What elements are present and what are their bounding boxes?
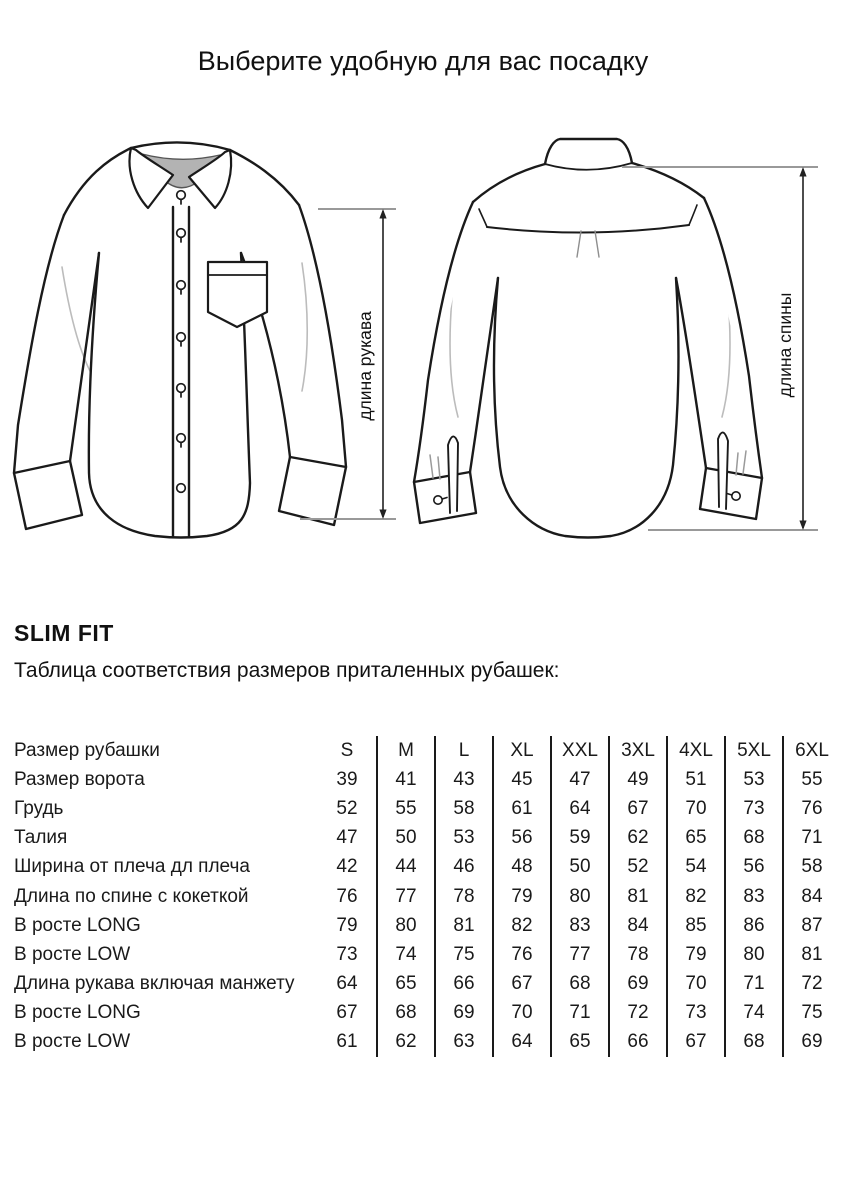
front-left-cuff bbox=[14, 461, 82, 529]
row-label: Длина по спине с кокеткой bbox=[14, 885, 249, 907]
size-value-cell: 67 bbox=[666, 1028, 724, 1057]
size-value-cell: 52 bbox=[608, 853, 666, 882]
size-value-cell: 81 bbox=[434, 911, 492, 940]
row-label: Талия bbox=[14, 827, 68, 849]
size-value-cell: 76 bbox=[336, 885, 358, 907]
size-value-cell: 83 bbox=[550, 911, 608, 940]
size-value-cell: 75 bbox=[782, 999, 840, 1028]
sleeve-length-label: длина рукава bbox=[355, 311, 375, 421]
size-value-cell: 79 bbox=[666, 940, 724, 969]
size-value-cell: 62 bbox=[376, 1028, 434, 1057]
size-value-cell: 55 bbox=[376, 794, 434, 823]
size-value-cell: 74 bbox=[724, 999, 782, 1028]
size-value-cell: 64 bbox=[492, 1028, 550, 1057]
size-column-header: 4XL bbox=[666, 736, 724, 765]
size-column-header: XL bbox=[492, 736, 550, 765]
size-value-cell: 49 bbox=[608, 765, 666, 794]
size-value-cell: 70 bbox=[666, 794, 724, 823]
size-value-cell: 67 bbox=[492, 970, 550, 999]
row-label: В росте LOW bbox=[14, 1031, 131, 1053]
table-row bbox=[14, 940, 840, 969]
size-column-header: 5XL bbox=[724, 736, 782, 765]
size-value-cell: 65 bbox=[550, 1028, 608, 1057]
size-value-cell: 81 bbox=[782, 940, 840, 969]
size-value-cell: 71 bbox=[724, 970, 782, 999]
size-value-cell: 45 bbox=[492, 765, 550, 794]
size-value-cell: 70 bbox=[666, 970, 724, 999]
size-value-cell: 42 bbox=[336, 856, 358, 878]
size-value-cell: 86 bbox=[724, 911, 782, 940]
size-value-cell: 66 bbox=[434, 970, 492, 999]
size-value-cell: 76 bbox=[492, 940, 550, 969]
size-value-cell: 50 bbox=[376, 824, 434, 853]
size-value-cell: 81 bbox=[608, 882, 666, 911]
size-value-cell: 67 bbox=[336, 1002, 358, 1024]
size-value-cell: 47 bbox=[550, 765, 608, 794]
size-value-cell: 77 bbox=[550, 940, 608, 969]
size-table bbox=[14, 736, 840, 1057]
table-row bbox=[14, 882, 840, 911]
size-value-cell: 41 bbox=[376, 765, 434, 794]
size-column-header: XXL bbox=[550, 736, 608, 765]
fit-subtitle: Таблица соответствия размеров приталенных рубашек: bbox=[14, 659, 560, 682]
size-value-cell: 71 bbox=[550, 999, 608, 1028]
size-value-cell: 84 bbox=[782, 882, 840, 911]
size-value-cell: 56 bbox=[492, 824, 550, 853]
front-chest-pocket bbox=[208, 262, 267, 327]
size-value-cell: 68 bbox=[376, 999, 434, 1028]
size-value-cell: 67 bbox=[608, 794, 666, 823]
table-row bbox=[14, 1028, 840, 1057]
size-value-cell: 73 bbox=[724, 794, 782, 823]
row-label: Длина рукава включая манжету bbox=[14, 973, 295, 995]
row-label: В росте LOW bbox=[14, 943, 131, 965]
size-value-cell: 46 bbox=[434, 853, 492, 882]
size-value-cell: 39 bbox=[336, 768, 358, 790]
size-value-cell: 73 bbox=[666, 999, 724, 1028]
size-value-cell: 61 bbox=[492, 794, 550, 823]
size-value-cell: 47 bbox=[336, 827, 358, 849]
back-pleats bbox=[577, 231, 599, 257]
shirt-back-drawing bbox=[414, 139, 762, 538]
size-value-cell: 69 bbox=[434, 999, 492, 1028]
size-value-cell: 80 bbox=[550, 882, 608, 911]
size-column-header: L bbox=[434, 736, 492, 765]
size-value-cell: 79 bbox=[492, 882, 550, 911]
fit-heading: SLIM FIT bbox=[14, 620, 114, 646]
table-row bbox=[14, 970, 840, 999]
row-label: Размер ворота bbox=[14, 768, 145, 790]
size-value-cell: 65 bbox=[666, 824, 724, 853]
size-value-cell: 48 bbox=[492, 853, 550, 882]
size-value-cell: 43 bbox=[434, 765, 492, 794]
table-row bbox=[14, 853, 840, 882]
size-value-cell: 68 bbox=[550, 970, 608, 999]
size-value-cell: 61 bbox=[336, 1031, 358, 1053]
size-value-cell: 69 bbox=[782, 1028, 840, 1057]
size-value-cell: 52 bbox=[336, 797, 358, 819]
size-value-cell: 72 bbox=[782, 970, 840, 999]
size-column-header: 3XL bbox=[608, 736, 666, 765]
shirt-front-drawing bbox=[14, 142, 346, 537]
size-value-cell: 53 bbox=[434, 824, 492, 853]
size-value-cell: 78 bbox=[434, 882, 492, 911]
size-value-cell: 59 bbox=[550, 824, 608, 853]
size-value-cell: 85 bbox=[666, 911, 724, 940]
size-column-header: M bbox=[376, 736, 434, 765]
page-title: Выберите удобную для вас посадку bbox=[197, 46, 649, 76]
size-value-cell: 74 bbox=[376, 940, 434, 969]
row-label: В росте LONG bbox=[14, 1002, 141, 1024]
size-value-cell: 82 bbox=[492, 911, 550, 940]
size-value-cell: 87 bbox=[782, 911, 840, 940]
table-header-row bbox=[14, 736, 840, 765]
table-row bbox=[14, 999, 840, 1028]
size-value-cell: 75 bbox=[434, 940, 492, 969]
size-value-cell: 50 bbox=[550, 853, 608, 882]
back-left-sleeve-placket bbox=[448, 436, 458, 513]
size-value-cell: 80 bbox=[376, 911, 434, 940]
table-row bbox=[14, 911, 840, 940]
size-value-cell: 53 bbox=[724, 765, 782, 794]
size-value-cell: 55 bbox=[782, 765, 840, 794]
table-header-label: Размер рубашки bbox=[14, 739, 160, 761]
size-value-cell: 70 bbox=[492, 999, 550, 1028]
size-value-cell: 83 bbox=[724, 882, 782, 911]
size-value-cell: 66 bbox=[608, 1028, 666, 1057]
size-column-header: S bbox=[340, 739, 354, 761]
table-row bbox=[14, 794, 840, 823]
row-label: Ширина от плеча дл плеча bbox=[14, 856, 250, 878]
size-value-cell: 73 bbox=[336, 943, 358, 965]
size-value-cell: 78 bbox=[608, 940, 666, 969]
table-row bbox=[14, 824, 840, 853]
size-value-cell: 77 bbox=[376, 882, 434, 911]
size-value-cell: 44 bbox=[376, 853, 434, 882]
back-collar bbox=[545, 139, 632, 170]
size-value-cell: 51 bbox=[666, 765, 724, 794]
size-value-cell: 76 bbox=[782, 794, 840, 823]
size-value-cell: 58 bbox=[782, 853, 840, 882]
size-value-cell: 79 bbox=[336, 914, 358, 936]
size-value-cell: 82 bbox=[666, 882, 724, 911]
size-value-cell: 84 bbox=[608, 911, 666, 940]
size-value-cell: 64 bbox=[336, 973, 358, 995]
size-value-cell: 56 bbox=[724, 853, 782, 882]
row-label: В росте LONG bbox=[14, 914, 141, 936]
size-value-cell: 71 bbox=[782, 824, 840, 853]
back-right-sleeve-placket bbox=[718, 432, 728, 509]
back-length-label: длина спины bbox=[775, 292, 795, 398]
size-value-cell: 65 bbox=[376, 970, 434, 999]
size-value-cell: 58 bbox=[434, 794, 492, 823]
size-value-cell: 62 bbox=[608, 824, 666, 853]
size-column-header: 6XL bbox=[782, 736, 840, 765]
size-value-cell: 68 bbox=[724, 824, 782, 853]
size-value-cell: 64 bbox=[550, 794, 608, 823]
shirt-diagrams bbox=[0, 115, 846, 575]
size-value-cell: 69 bbox=[608, 970, 666, 999]
size-value-cell: 63 bbox=[434, 1028, 492, 1057]
front-right-cuff bbox=[279, 457, 346, 525]
table-row bbox=[14, 765, 840, 794]
row-label: Грудь bbox=[14, 797, 64, 819]
size-value-cell: 80 bbox=[724, 940, 782, 969]
back-right-cuff bbox=[700, 468, 762, 519]
size-value-cell: 68 bbox=[724, 1028, 782, 1057]
size-value-cell: 72 bbox=[608, 999, 666, 1028]
size-value-cell: 54 bbox=[666, 853, 724, 882]
